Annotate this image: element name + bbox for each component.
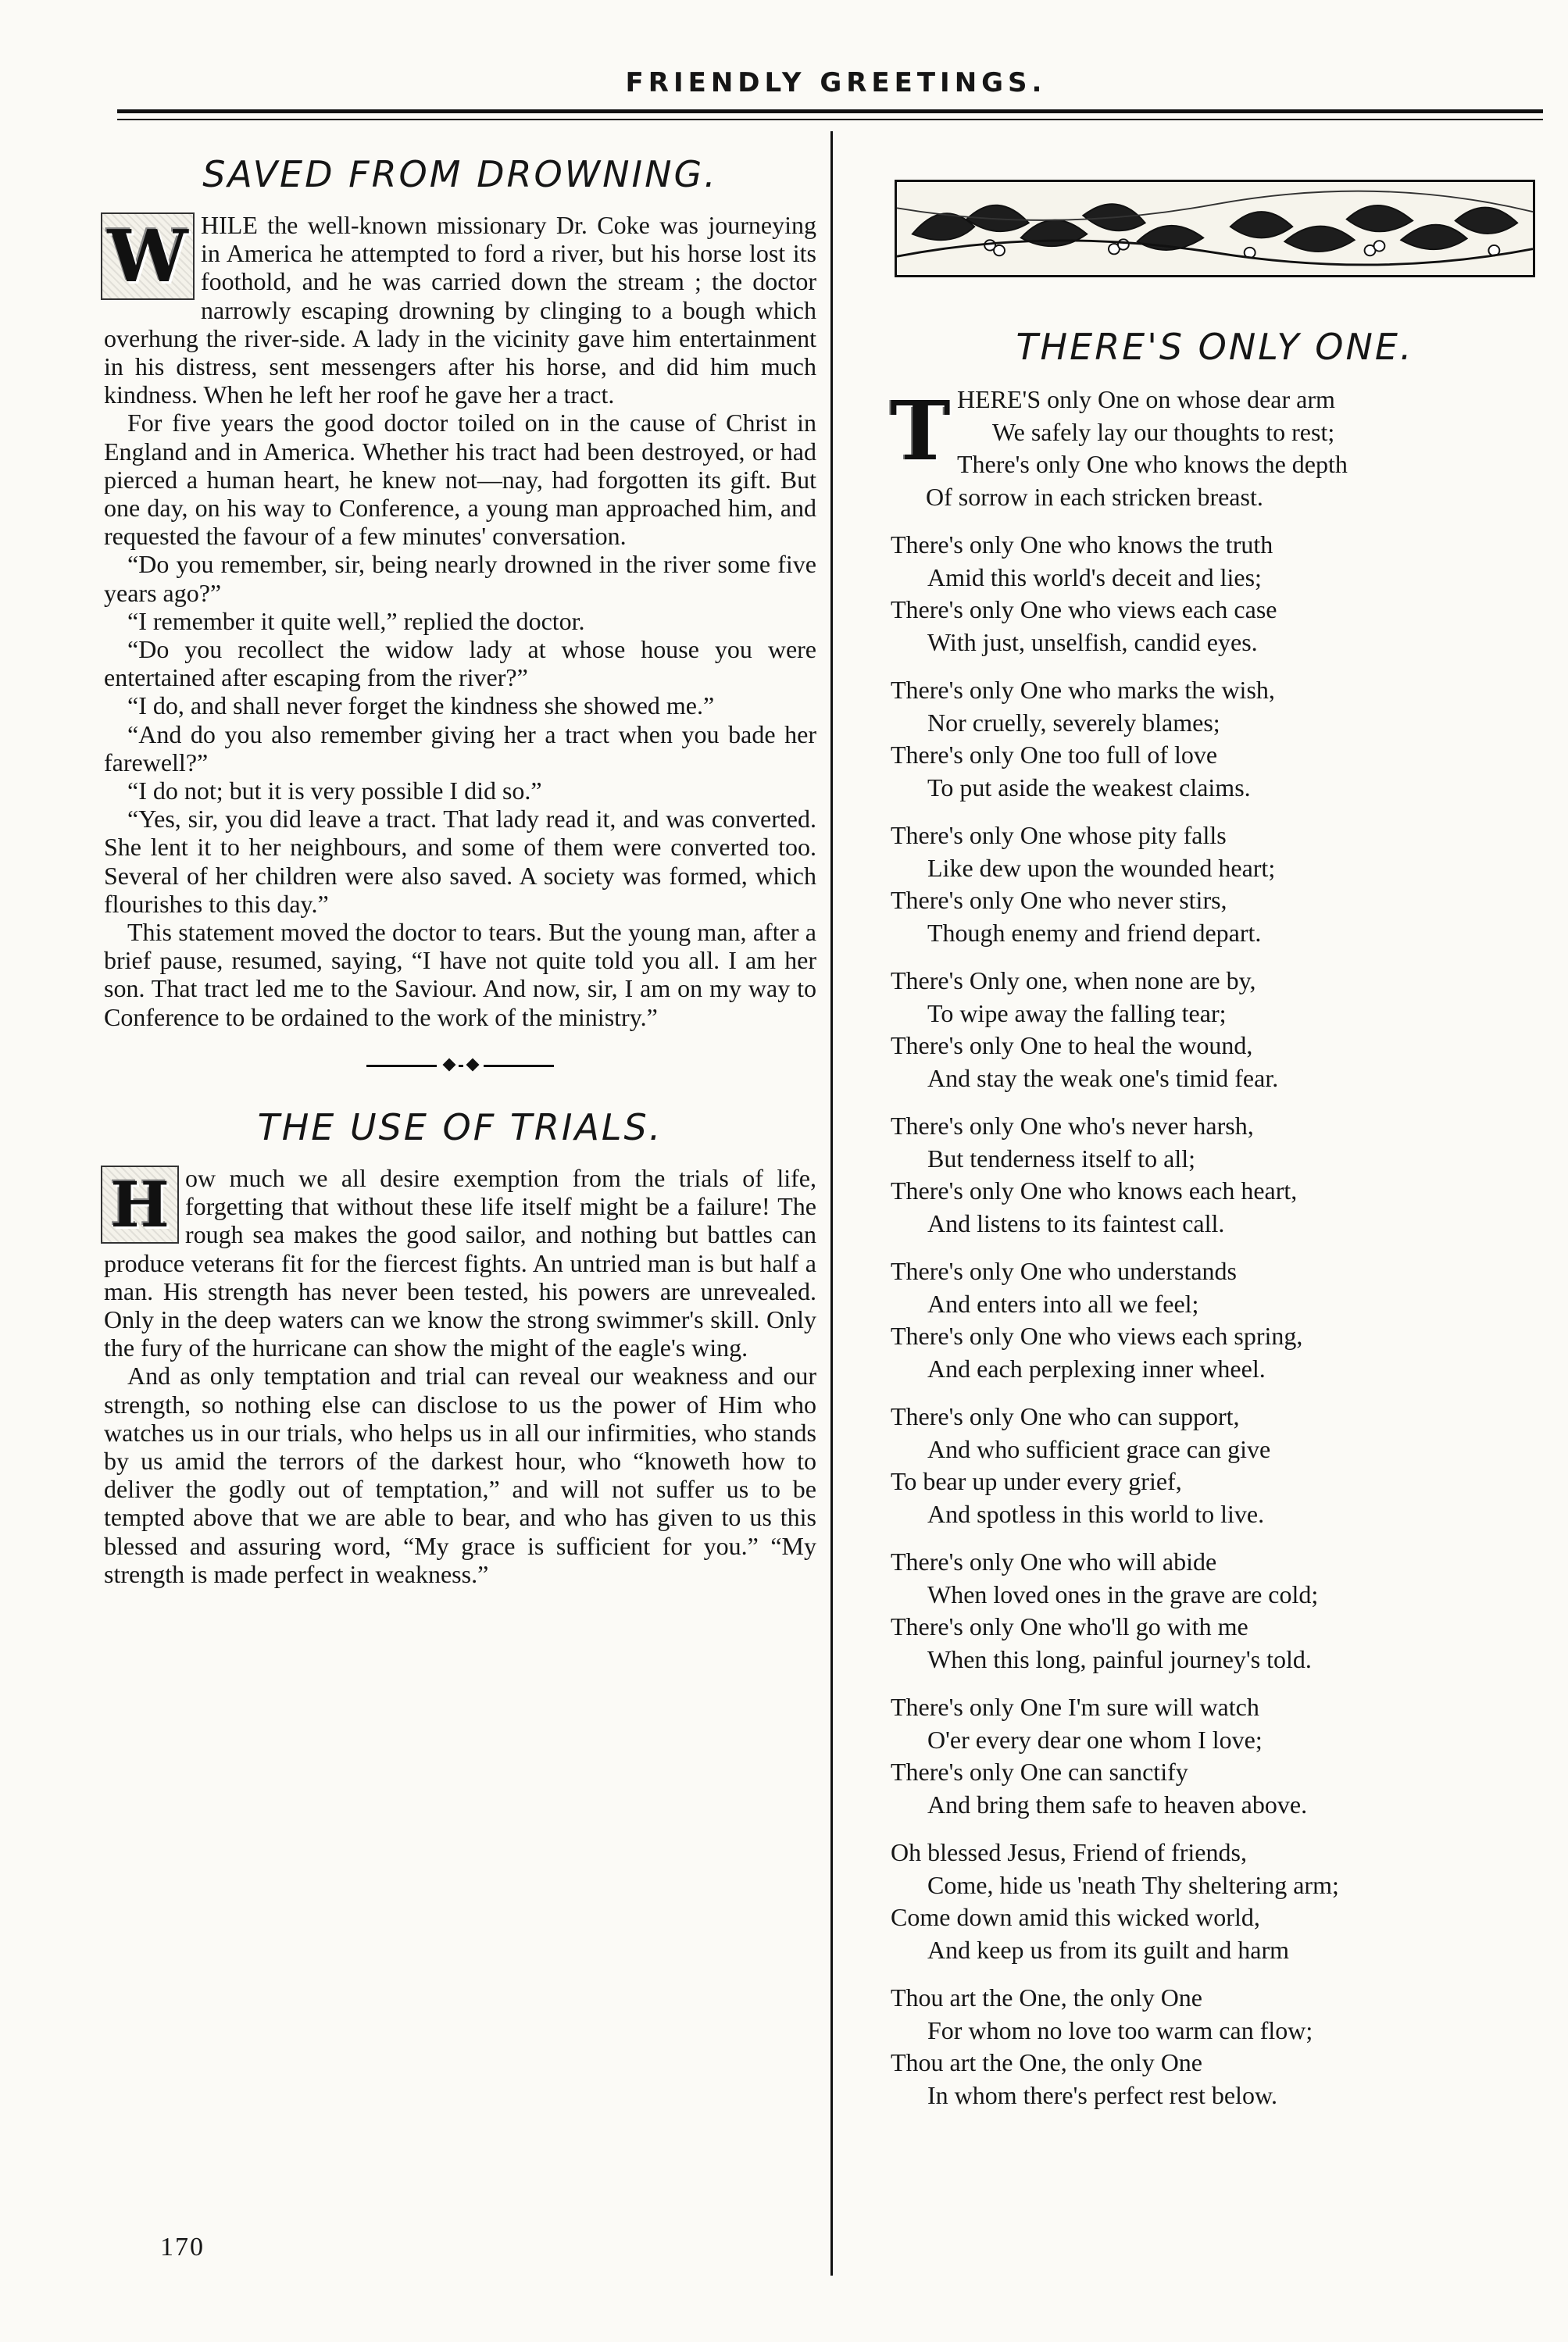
poem-line: There's only One too full of love [891,741,1218,769]
poem-stanza [891,819,1539,949]
poem-stanza [891,529,1539,659]
ornamental-dropcap [101,1166,179,1244]
poem-stanza [891,384,1539,513]
holly-ornament-banner [895,180,1535,277]
poem-line: There's only One whose pity falls [891,821,1227,849]
poem-line: There's only One who'll go with me [891,1612,1248,1640]
poem-stanza [891,674,1539,804]
paragraph: This statement moved the doctor to tears. But the young man, after a brief pause, resumed, saying, “I have not quite told you all. I am her son. That tract led me to the Saviour. And now, sir, I am on my way to Conference to be ordained to the work of the ministry.” [104,918,816,1031]
left-column [104,153,816,1588]
poem-stanza [891,1110,1539,1240]
poem-line: There's only One to heal the wound, [891,1031,1253,1059]
paragraph: And as only temptation and trial can reveal our weakness and our strength, so nothing else can disclose to us the power of Him who watches us in our trials, who helps us in all our infirmities, who stands by us amid the terrors of the darkest hour, who “knoweth how to deliver the godly out of temptation,” and will not suffer us to be tempted above that we are able to bear, and who has given to us this blessed and assuring word, “My grace is sufficient for you.” “My strength is made perfect in weakness.” [104,1362,816,1588]
poem-line: And stay the weak one's timid fear. [927,1063,1279,1092]
poem-line: And enters into all we feel; [927,1289,1199,1318]
poem-line: There's only One who knows the depth [957,450,1348,478]
first-word: HILE [201,211,258,239]
poem-line: To wipe away the falling tear; [927,998,1227,1027]
article-title: THE USE OF TRIALS. [257,1105,663,1148]
poem-line: There's only One who's never harsh, [891,1112,1254,1140]
header-rule-thick [117,109,1543,113]
poem-stanza [891,1691,1539,1821]
poem-line: When this long, painful journey's told. [927,1644,1312,1673]
paragraph: “I do not; but it is very possible I did so.” [127,777,542,805]
poem-line: When loved ones in the grave are cold; [927,1580,1319,1608]
poem-line: To bear up under every grief, [891,1467,1182,1495]
poem-line: Like dew upon the wounded heart; [927,853,1276,882]
poem-line: There's only One who understands [891,1257,1237,1285]
poem-line: There's Only one, when none are by, [891,966,1256,994]
running-title: FRIENDLY GREETINGS. [625,67,1047,98]
paragraph: “I remember it quite well,” replied the doctor. [127,606,585,635]
paragraph: “Do you remember, sir, being nearly drowned in the river some five years ago?” [104,550,816,607]
paragraph [104,211,816,409]
poem-line: But tenderness itself to all; [927,1144,1196,1173]
poem-line: There's only One who views each spring, [891,1322,1303,1350]
page-number: 170 [160,2233,205,2262]
poem-stanza [891,1982,1539,2112]
poem-line: There's only One who will abide [891,1548,1217,1576]
poem-line: With just, unselfish, candid eyes. [927,627,1258,656]
poem-line: There's only One I'm sure will watch [891,1693,1259,1721]
dropcap-letter: W [107,213,188,298]
poem-stanza [891,1837,1539,1966]
article-saved-from-drowning [104,153,816,1031]
poem-line: There's only One can sanctify [891,1758,1188,1786]
poem-stanzas [891,529,1539,2112]
article-body [104,211,816,1031]
poem-line: And keep us from its guilt and harm [927,1935,1290,1964]
poem-line: We safely lay our thoughts to rest; [992,417,1335,446]
article-title: SAVED FROM DROWNING. [202,153,718,195]
article-use-of-trials [104,1106,816,1588]
header-rule-thin [117,119,1543,120]
paragraph: “Do you recollect the widow lady at whose house you were entertained after escaping from the river?” [104,635,816,692]
poem-line: Thou art the One, the only One [891,1983,1202,2012]
poem-body [891,384,1539,2112]
ornamental-dropcap: T [890,383,951,479]
poem-stanza [891,965,1539,1094]
paragraph [104,1164,816,1362]
ornamental-dropcap [101,212,195,300]
poem-line: HERE'S only One on whose dear arm [957,385,1335,413]
paragraph: For five years the good doctor toiled on in the cause of Christ in England and in America. Whether his tract had been destroyed, or had pierced a human heart, he knew not—nay, had forgotten its gift. But one day, on his way to Conference, a young man approached him, and requested the favour of a few minutes' conversation. [104,409,816,551]
poem-line: In whom there's perfect rest below. [927,2080,1277,2109]
paragraph: “Yes, sir, you did leave a tract. That lady read it, and was converted. She lent it to her neighbours, and some of them were converted too. Several of her children were also saved. A society was formed, which flourishes to this day.” [104,805,816,918]
right-column [891,180,1539,2127]
poem-line: And spotless in this world to live. [927,1499,1265,1528]
poem-line: Come down amid this wicked world, [891,1903,1260,1931]
poem-line: To put aside the weakest claims. [927,773,1251,801]
poem-line: There's only One who never stirs, [891,886,1227,914]
poem-line: There's only One who marks the wish, [891,676,1275,704]
poem-line: Come, hide us 'neath Thy sheltering arm; [927,1870,1339,1899]
poem-line: And each perplexing inner wheel. [927,1354,1266,1383]
column-divider [830,131,833,2276]
article-body [104,1164,816,1588]
poem-line: And who sufficient grace can give [927,1434,1271,1463]
ornamental-divider [366,1058,554,1073]
poem-line: There's only One who views each case [891,595,1277,623]
poem-stanza [891,1401,1539,1530]
poem-stanza [891,1546,1539,1676]
poem-stanza [891,1255,1539,1385]
poem-line: And listens to its faintest call. [927,1208,1225,1237]
poem-line: Of sorrow in each stricken breast. [926,482,1263,511]
dropcap-letter: H [110,1167,170,1241]
poem-line: And bring them safe to heaven above. [927,1790,1308,1819]
poem-line: Nor cruelly, severely blames; [927,708,1220,737]
holly-leaves-icon [897,182,1533,275]
poem-line: For whom no love too warm can flow; [927,2015,1313,2044]
poem-title: THERE'S ONLY ONE. [1016,326,1414,368]
poem-line: There's only One who can support, [891,1402,1240,1430]
poem-line: Amid this world's deceit and lies; [927,562,1262,591]
poem-line: Thou art the One, the only One [891,2048,1202,2076]
poem-line: There's only One who knows each heart, [891,1176,1298,1205]
paragraph: “I do, and shall never forget the kindness she showed me.” [127,691,715,720]
poem-line: Though enemy and friend depart. [927,918,1262,947]
poem-line: O'er every dear one whom I love; [927,1725,1263,1754]
poem-line: Oh blessed Jesus, Friend of friends, [891,1838,1247,1866]
poem-line: There's only One who knows the truth [891,530,1273,559]
paragraph-text: the well-known missionary Dr. Coke was journeying in America he attempted to ford a river, but his horse lost its foothold, and he was carried down the stream ; the doctor narrowly escaping drowning by clinging to a bough which overhung the river-side. A lady in the vicinity gave him entertainment in his distress, sent messengers after his horse, and did him much kindness. When he left her roof he gave her a tract. [104,211,817,409]
paragraph: “And do you also remember giving her a tract when you bade her farewell?” [104,719,816,777]
paragraph-text: ow much we all desire exemption from the trials of life, forgetting that without these life itself might be a failure! The rough sea makes the good sailor, and nothing but battles can produce veterans fit for the fiercest fights. An untried man is but half a man. His strength has never been tested, his powers are unrevealed. Only in the deep waters can we know the strong swimmer's skill. Only the fury of the hurricane can show the might of the eagle's wing. [104,1163,816,1362]
